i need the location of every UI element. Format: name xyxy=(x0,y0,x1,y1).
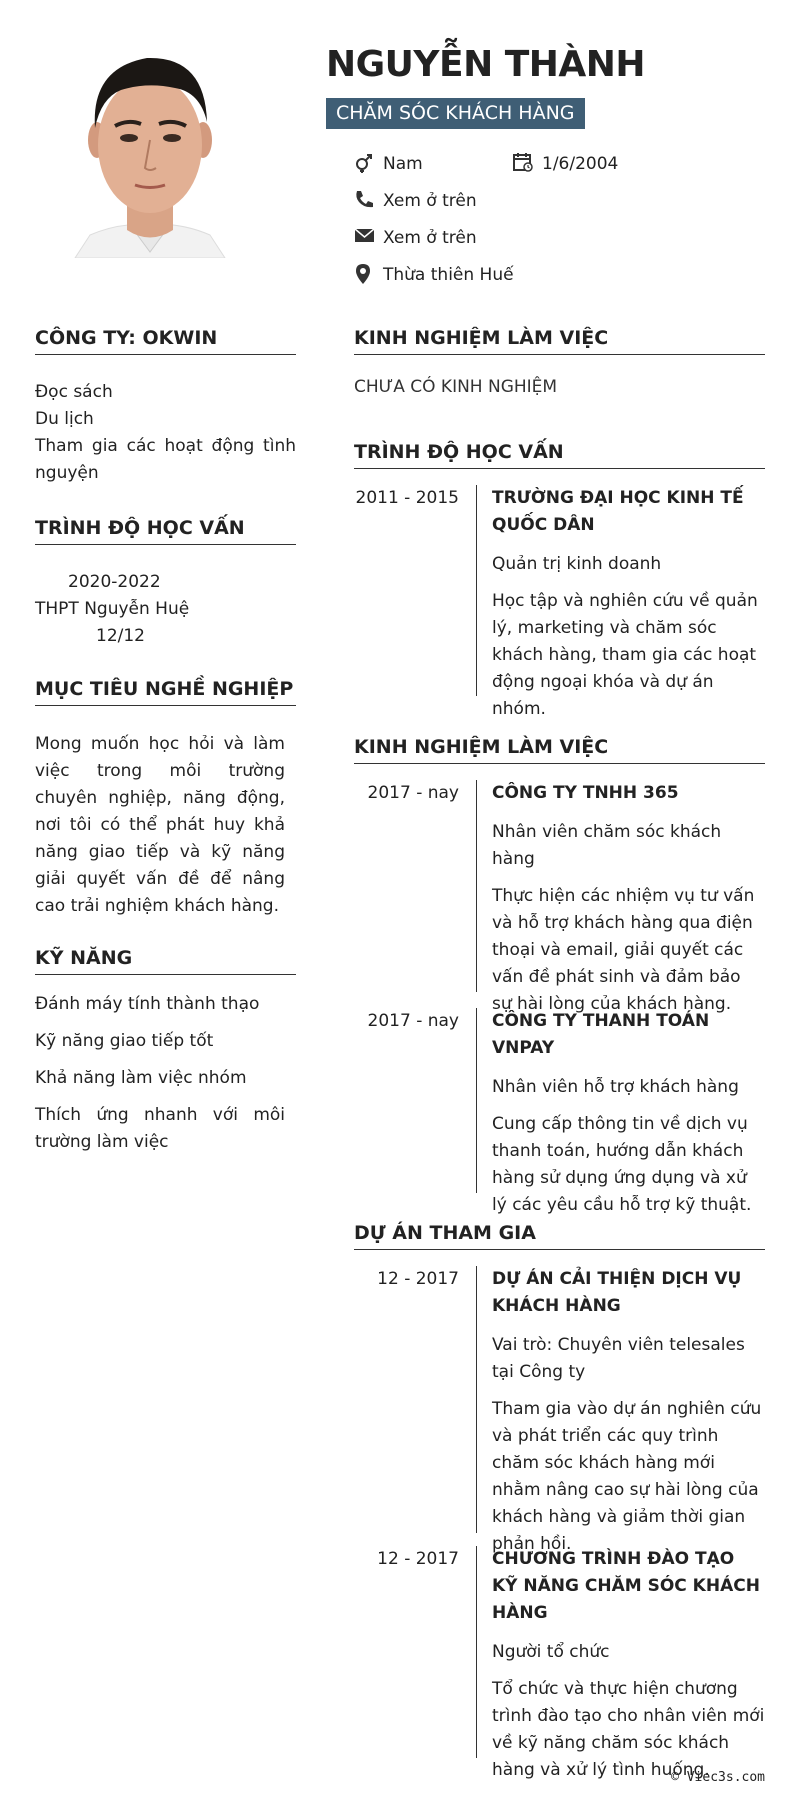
entry-date: 12 - 2017 xyxy=(377,1269,459,1289)
entry-date: 12 - 2017 xyxy=(377,1549,459,1569)
entry-role: Người tổ chức xyxy=(492,1642,610,1662)
company-heading: CÔNG TY: OKWIN xyxy=(35,327,296,355)
timeline-bar xyxy=(476,1266,477,1533)
entry-desc: Học tập và nghiên cứu về quản lý, marketing và chăm sóc khách hàng, tham gia các hoạt động ngoại khóa và dự án nhóm. xyxy=(492,591,758,719)
entry-org: CHƯƠNG TRÌNH ĐÀO TẠO KỸ NĂNG CHĂM SÓC KHÁCH HÀNG xyxy=(492,1549,760,1623)
project-entry xyxy=(354,1266,765,1554)
skill-item: Kỹ năng giao tiếp tốt xyxy=(35,1031,214,1051)
entry-org: CÔNG TY TNHH 365 xyxy=(492,783,679,803)
entry-desc: Tham gia vào dự án nghiên cứu và phát triển các quy trình chăm sóc khách hàng mới nhằm nâng cao sự hài lòng của khách hàng và giảm thời gian phản hồi. xyxy=(492,1399,762,1554)
candidate-name: NGUYỄN THÀNH xyxy=(326,44,646,85)
education-grade: 12/12 xyxy=(96,626,145,646)
email-value[interactable]: Xem ở trên xyxy=(383,228,477,248)
entry-desc: Cung cấp thông tin về dịch vụ thanh toán, hướng dẫn khách hàng sử dụng ứng dụng và xử lý các yêu cầu hỗ trợ kỹ thuật. xyxy=(492,1114,752,1215)
entry-date: 2017 - nay xyxy=(367,783,459,803)
entry-date: 2017 - nay xyxy=(367,1011,459,1031)
gender-value: Nam xyxy=(383,154,423,174)
skills-heading: KỸ NĂNG xyxy=(35,947,296,975)
interest-item: Du lịch xyxy=(35,409,94,429)
objective-heading: MỤC TIÊU NGHỀ NGHIỆP xyxy=(35,678,296,706)
entry-role: Nhân viên hỗ trợ khách hàng xyxy=(492,1077,739,1097)
education-heading: TRÌNH ĐỘ HỌC VẤN xyxy=(354,441,765,469)
interest-item: Tham gia các hoạt động tình nguyện xyxy=(35,436,296,483)
entry-org: CÔNG TY THANH TOÁN VNPAY xyxy=(492,1011,710,1058)
left-education-heading: TRÌNH ĐỘ HỌC VẤN xyxy=(35,517,296,545)
entry-org: DỰ ÁN CẢI THIỆN DỊCH VỤ KHÁCH HÀNG xyxy=(492,1269,742,1316)
entry-org: TRƯỜNG ĐẠI HỌC KINH TẾ QUỐC DÂN xyxy=(492,488,744,535)
interest-item: Đọc sách xyxy=(35,382,113,402)
phone-value[interactable]: Xem ở trên xyxy=(383,191,477,211)
skill-item: Thích ứng nhanh với môi trường làm việc xyxy=(35,1105,285,1152)
education-years: 2020-2022 xyxy=(68,572,161,592)
entry-desc: Tổ chức và thực hiện chương trình đào tạo cho nhân viên mới về kỹ năng chăm sóc khách hàng và xử lý tình huống. xyxy=(492,1679,765,1780)
entry-role: Quản trị kinh doanh xyxy=(492,554,662,574)
envelope-icon xyxy=(354,226,376,244)
skill-item: Đánh máy tính thành thạo xyxy=(35,994,260,1014)
calendar-icon xyxy=(513,152,533,172)
education-entry xyxy=(354,485,765,719)
timeline-bar xyxy=(476,1008,477,1193)
birthday-value: 1/6/2004 xyxy=(542,154,619,174)
location-pin-icon xyxy=(354,263,372,285)
entry-desc: Thực hiện các nhiệm vụ tư vấn và hỗ trợ khách hàng qua điện thoại và email, giải quyết các vấn đề phát sinh và đảm bảo sự hài lòng của khách hàng. xyxy=(492,886,755,1014)
job-entry xyxy=(354,1008,765,1215)
skills-list xyxy=(35,991,285,1156)
objective-text: Mong muốn học hỏi và làm việc trong môi trường chuyên nghiệp, năng động, nơi tôi có thể phát huy khả năng giao tiếp và kỹ năng giải quyết vấn đề để nâng cao trải nghiệm khách hàng. xyxy=(35,734,285,916)
interests-list xyxy=(35,379,296,487)
footer-credit[interactable]: © Viec3s.com xyxy=(671,1770,765,1785)
phone-icon xyxy=(354,189,374,209)
job-entry xyxy=(354,780,765,1014)
entry-role: Nhân viên chăm sóc khách hàng xyxy=(492,822,722,869)
gender-icon xyxy=(354,152,374,174)
skill-item: Khả năng làm việc nhóm xyxy=(35,1068,247,1088)
entry-role: Vai trò: Chuyên viên telesales tại Công ty xyxy=(492,1335,745,1382)
education-school: THPT Nguyễn Huệ xyxy=(35,599,190,619)
job-title-badge: CHĂM SÓC KHÁCH HÀNG xyxy=(326,98,585,129)
experience-heading: KINH NGHIỆM LÀM VIỆC xyxy=(354,327,765,355)
profile-photo xyxy=(35,30,265,258)
address-value: Thừa thiên Huế xyxy=(383,265,514,285)
timeline-bar xyxy=(476,1546,477,1758)
no-experience-text: CHƯA CÓ KINH NGHIỆM xyxy=(354,377,558,397)
work-experience-heading: KINH NGHIỆM LÀM VIỆC xyxy=(354,736,765,764)
entry-date: 2011 - 2015 xyxy=(355,488,459,508)
projects-heading: DỰ ÁN THAM GIA xyxy=(354,1222,765,1250)
timeline-bar xyxy=(476,485,477,696)
timeline-bar xyxy=(476,780,477,992)
